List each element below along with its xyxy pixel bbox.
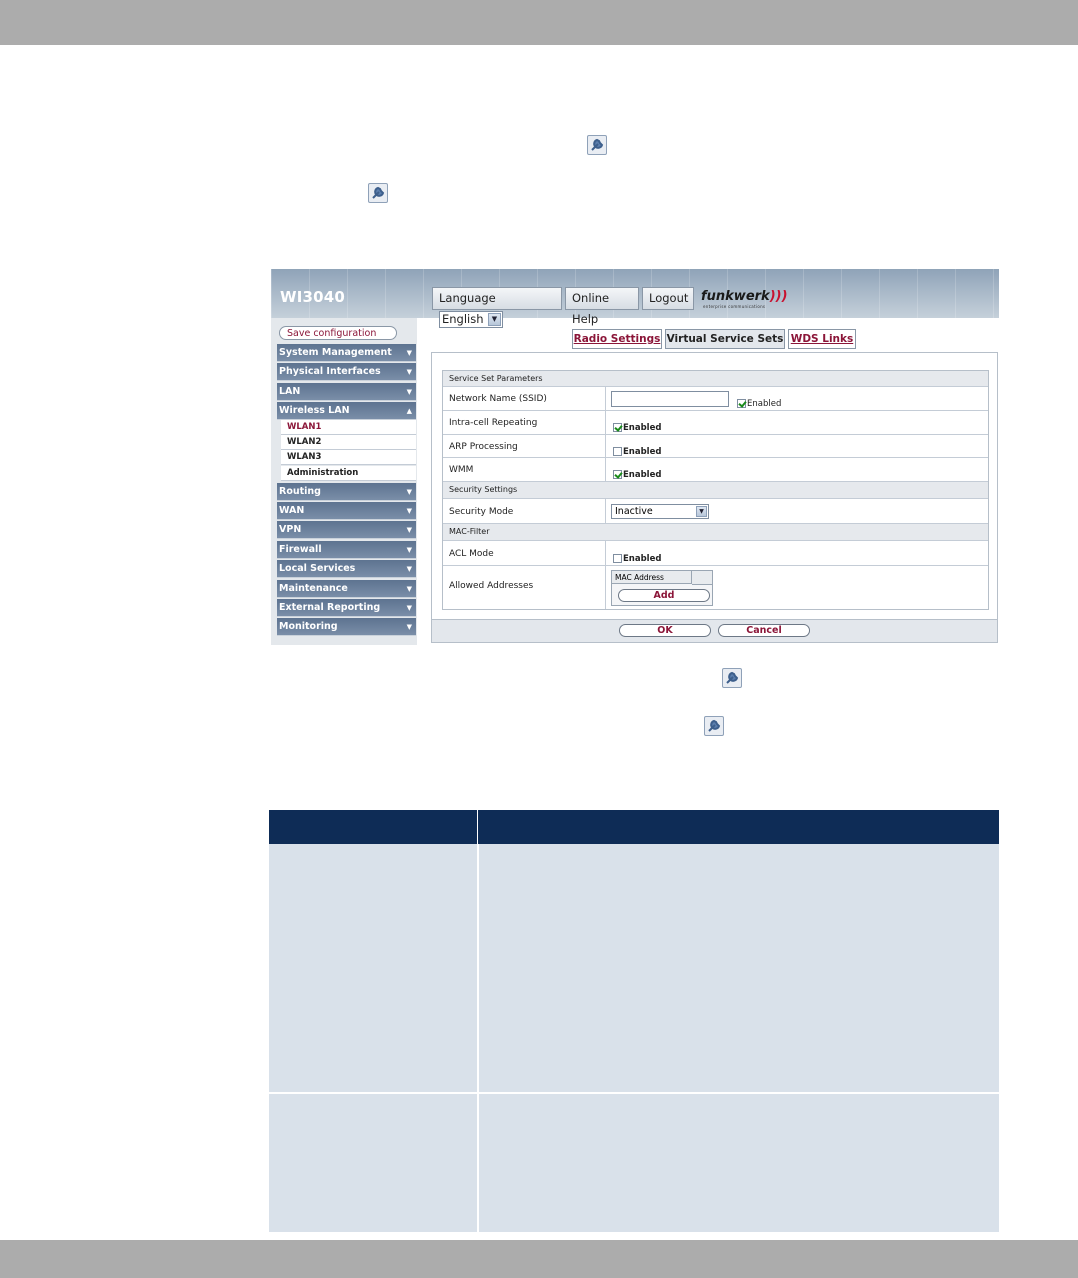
security-mode-label: Security Mode bbox=[449, 507, 514, 517]
mac-address-column-header: MAC Address bbox=[612, 571, 692, 584]
sidebar-item-maintenance[interactable]: Maintenance ▼ bbox=[277, 580, 416, 598]
page-top-bar bbox=[0, 0, 1078, 45]
chevron-down-icon: ▼ bbox=[488, 313, 501, 326]
ssid-enabled-checkbox[interactable] bbox=[737, 393, 781, 412]
sidebar-item-vpn[interactable]: VPN ▼ bbox=[277, 521, 416, 539]
table-cell-field bbox=[269, 1094, 477, 1232]
security-mode-select[interactable] bbox=[611, 504, 709, 519]
wrench-icon bbox=[704, 716, 724, 736]
online-help-button[interactable]: Online Help bbox=[565, 287, 639, 310]
chevron-down-icon: ▼ bbox=[406, 349, 412, 357]
field-description-table bbox=[269, 810, 999, 1232]
sidebar-item-routing[interactable]: Routing ▼ bbox=[277, 483, 416, 501]
brand-logo: funkwerk))) bbox=[701, 289, 788, 304]
sidebar-subitem-administration[interactable]: Administration bbox=[281, 466, 416, 481]
acl-enabled-checkbox[interactable] bbox=[613, 548, 661, 567]
wrench-icon bbox=[587, 135, 607, 155]
panel-footer bbox=[432, 619, 997, 642]
add-mac-button[interactable]: Add bbox=[618, 589, 710, 602]
row-allowed-addresses bbox=[443, 566, 988, 609]
vss-form bbox=[442, 370, 989, 610]
language-dropdown[interactable] bbox=[439, 311, 503, 328]
chevron-down-icon: ▼ bbox=[406, 565, 412, 573]
cancel-button[interactable]: Cancel bbox=[718, 624, 810, 637]
ssid-input[interactable] bbox=[611, 391, 729, 407]
sidebar-subitem-wlan1[interactable]: WLAN1 bbox=[281, 420, 416, 435]
sidebar-item-lan[interactable]: LAN ▼ bbox=[277, 383, 416, 401]
section-security-settings: Security Settings bbox=[443, 482, 988, 499]
ok-button[interactable]: OK bbox=[619, 624, 711, 637]
row-ssid bbox=[443, 387, 988, 411]
chevron-down-icon: ▼ bbox=[406, 488, 412, 496]
tab-virtual-service-sets[interactable]: Virtual Service Sets bbox=[665, 329, 785, 349]
chevron-down-icon: ▼ bbox=[406, 604, 412, 612]
table-cell-field bbox=[269, 844, 477, 1092]
table-cell-description bbox=[479, 844, 999, 1092]
chevron-down-icon: ▼ bbox=[406, 623, 412, 631]
chevron-down-icon: ▼ bbox=[406, 585, 412, 593]
gui-header bbox=[271, 269, 999, 326]
chevron-down-icon: ▼ bbox=[406, 368, 412, 376]
sidebar-item-physical-interfaces[interactable]: Physical Interfaces ▼ bbox=[277, 363, 416, 381]
logout-button[interactable]: Logout bbox=[642, 287, 694, 310]
row-security-mode bbox=[443, 499, 988, 524]
chevron-down-icon: ▼ bbox=[406, 526, 412, 534]
sidebar-item-monitoring[interactable]: Monitoring ▼ bbox=[277, 618, 416, 636]
wmm-enabled-label: Enabled bbox=[623, 469, 662, 480]
chevron-down-icon: ▼ bbox=[406, 507, 412, 515]
language-value: English bbox=[442, 312, 484, 326]
save-configuration-button[interactable]: Save configuration bbox=[279, 326, 397, 340]
sidebar-item-system-management[interactable]: System Management ▼ bbox=[277, 344, 416, 362]
row-wmm bbox=[443, 458, 988, 482]
arp-label: ARP Processing bbox=[449, 442, 518, 452]
sidebar-item-local-services[interactable]: Local Services ▼ bbox=[277, 560, 416, 578]
table-row bbox=[269, 844, 999, 1092]
wmm-enabled-checkbox[interactable] bbox=[613, 464, 661, 483]
router-gui-screenshot bbox=[271, 269, 999, 645]
security-mode-value: Inactive bbox=[615, 506, 653, 517]
sidebar-item-external-reporting[interactable]: External Reporting ▼ bbox=[277, 599, 416, 617]
page-bottom-bar bbox=[0, 1240, 1078, 1278]
wrench-icon bbox=[368, 183, 388, 203]
sidebar-item-firewall[interactable]: Firewall ▼ bbox=[277, 541, 416, 559]
intra-cell-label: Intra-cell Repeating bbox=[449, 418, 538, 428]
acl-enabled-label: Enabled bbox=[623, 553, 662, 564]
mac-address-table bbox=[611, 570, 713, 606]
sidebar-subitem-wlan3[interactable]: WLAN3 bbox=[281, 450, 416, 465]
settings-panel bbox=[431, 352, 998, 643]
tab-radio-settings[interactable]: Radio Settings bbox=[572, 329, 662, 349]
ssid-enabled-label: Enabled bbox=[747, 398, 782, 409]
device-model: WI3040 bbox=[280, 288, 346, 306]
arp-enabled-label: Enabled bbox=[623, 446, 662, 457]
wrench-icon bbox=[722, 668, 742, 688]
sidebar bbox=[271, 318, 417, 645]
row-arp bbox=[443, 435, 988, 458]
section-service-set-parameters: Service Set Parameters bbox=[443, 371, 988, 387]
row-acl-mode bbox=[443, 541, 988, 566]
brand-subtitle: enterprise communications bbox=[703, 304, 766, 309]
chevron-down-icon: ▼ bbox=[696, 506, 707, 517]
intra-cell-enabled-label: Enabled bbox=[623, 422, 662, 433]
chevron-down-icon: ▼ bbox=[406, 546, 412, 554]
table-cell-description bbox=[479, 1094, 999, 1232]
acl-mode-label: ACL Mode bbox=[449, 549, 494, 559]
allowed-addresses-label: Allowed Addresses bbox=[449, 581, 534, 591]
table-row bbox=[269, 1094, 999, 1232]
sidebar-subitem-wlan2[interactable]: WLAN2 bbox=[281, 435, 416, 450]
language-selector[interactable] bbox=[432, 287, 562, 326]
wmm-label: WMM bbox=[449, 465, 474, 475]
ssid-label: Network Name (SSID) bbox=[449, 394, 547, 404]
intra-cell-enabled-checkbox[interactable] bbox=[613, 417, 661, 436]
row-intra-cell bbox=[443, 411, 988, 435]
table-header bbox=[269, 810, 999, 844]
sidebar-item-wan[interactable]: WAN ▼ bbox=[277, 502, 416, 520]
language-label: Language bbox=[439, 291, 496, 305]
chevron-down-icon: ▼ bbox=[406, 388, 412, 396]
tab-wds-links[interactable]: WDS Links bbox=[788, 329, 856, 349]
sidebar-item-wireless-lan[interactable]: Wireless LAN ▲ bbox=[277, 402, 416, 420]
chevron-up-icon: ▲ bbox=[406, 407, 412, 415]
section-mac-filter: MAC-Filter bbox=[443, 524, 988, 541]
